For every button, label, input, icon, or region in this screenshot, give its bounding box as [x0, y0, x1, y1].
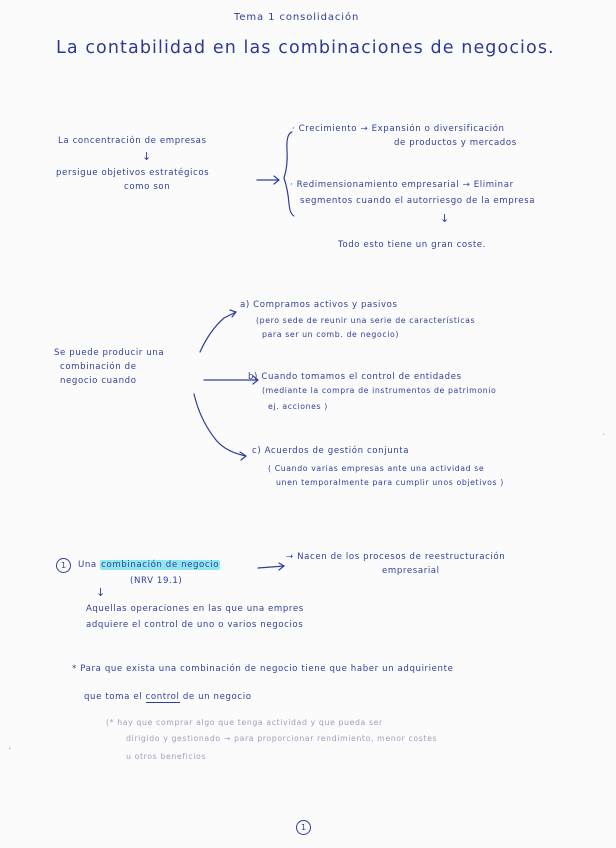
definition-arrow: ↓ [96, 586, 106, 599]
arrow-to-brace [257, 176, 279, 184]
requirement-post: de un negocio [179, 692, 252, 702]
page-title: La contabilidad en las combinaciones de negocios. [56, 38, 555, 58]
definition-desc2: adquiere el control de uno o varios negocios [86, 620, 304, 630]
case-b-detail2: ej. acciones ) [268, 402, 328, 411]
norm-reference: (NRV 19.1) [130, 576, 183, 586]
concentration-line1: La concentración de empresas [58, 136, 207, 146]
case-a-detail2: para ser un comb. de negocio) [262, 330, 399, 339]
resizing-arrow: ↓ [440, 212, 450, 225]
definition-origin: → Nacen de los procesos de reestructuración [286, 552, 506, 562]
definition-origin-2: empresarial [382, 566, 440, 576]
concentration-line2: persigue objetivos estratégicos [56, 168, 210, 178]
case-a-heading: a) Compramos activos y pasivos [240, 300, 398, 310]
produce-line1: Se puede producir una [54, 348, 165, 358]
requirement-pre: que toma el [84, 692, 146, 702]
definition-number: 1 [56, 558, 71, 573]
case-b-heading: b) Cuando tomamos el control de entidades [248, 372, 462, 382]
definition-desc1: Aquellas operaciones en las que una empres [86, 604, 304, 614]
cost-conclusion: Todo esto tiene un gran coste. [338, 240, 487, 250]
case-a-detail1: (pero sede de reunir una serie de características [256, 316, 476, 325]
produce-line3: negocio cuando [60, 376, 137, 386]
requirement-underlined: control [145, 692, 180, 702]
concentration-arrow: ↓ [142, 150, 152, 163]
note-line2: dirigido y gestionado → para proporcionar rendimiento, menor costes [126, 734, 438, 743]
arrow-to-c [194, 394, 246, 460]
definition-pre: Una [78, 560, 101, 570]
requirement-line1: * Para que exista una combinación de negocio tiene que haber un adquiriente [72, 664, 454, 674]
growth-item-detail: de productos y mercados [394, 138, 517, 148]
case-c-heading: c) Acuerdos de gestión conjunta [252, 446, 410, 456]
concentration-line3: como son [124, 182, 171, 192]
case-c-detail1: ( Cuando varias empresas ante una actividad se [268, 464, 485, 473]
resizing-item: · Redimensionamiento empresarial → Eliminar [290, 180, 514, 190]
topic-heading: Tema 1 consolidación [234, 12, 360, 23]
page-number: 1 [296, 820, 311, 835]
stray-dot: · [8, 744, 12, 755]
stray-mark: · [602, 430, 606, 441]
arrow-to-a [200, 310, 236, 352]
definition-term [78, 560, 220, 571]
requirement-line2 [84, 692, 252, 703]
note-line1: (* hay que comprar algo que tenga actividad y que pueda ser [106, 718, 383, 727]
resizing-item-detail: segmentos cuando el autorriesgo de la empresa [300, 196, 536, 206]
case-c-detail2: unen temporalmente para cumplir unos objetivos ) [276, 478, 504, 487]
brace-top [284, 132, 294, 216]
growth-item: · Crecimiento → Expansión o diversificación [292, 124, 505, 134]
arrow-to-processes [258, 563, 284, 570]
case-b-detail1: (mediante la compra de instrumentos de patrimonio [262, 386, 497, 395]
produce-line2: combinación de [60, 362, 137, 372]
definition-highlight: combinación de negocio [101, 560, 220, 570]
note-line3: u otros beneficios [126, 752, 207, 761]
